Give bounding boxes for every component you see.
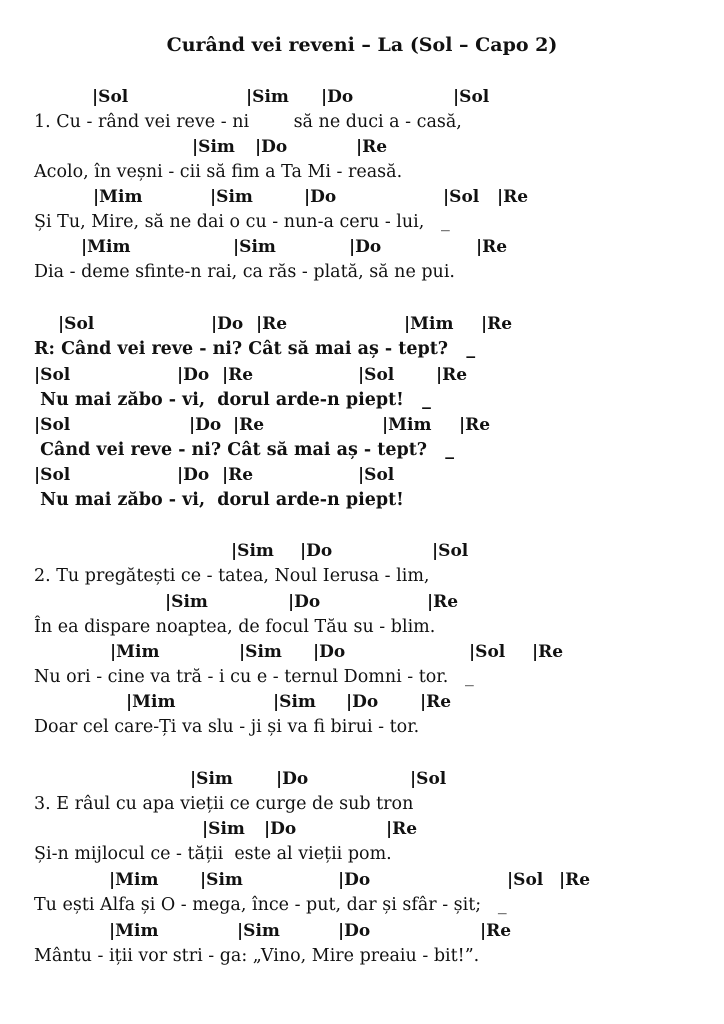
lyric-line: 1. Cu - rând vei reve - ni să ne duci a - casă,	[34, 112, 462, 132]
chord: |Re	[532, 642, 564, 662]
chord: |Do	[321, 87, 354, 107]
chord: |Do	[338, 921, 371, 941]
chord: |Mim	[110, 642, 160, 662]
chord: |Sol	[453, 87, 490, 107]
refrain-line: R: Când vei reve - ni? Cât să mai aș - tept? _	[34, 339, 476, 359]
chord: |Re	[256, 314, 288, 334]
chord: |Sol	[432, 541, 469, 561]
chord: |Mim	[382, 415, 432, 435]
chord: |Do	[349, 237, 382, 257]
chord: |Re	[459, 415, 491, 435]
lyric-line: Și-n mijlocul ce - tății este al vieții pom.	[34, 844, 392, 864]
chord: |Sol	[92, 87, 129, 107]
chord: |Do	[264, 819, 297, 839]
chord: |Mim	[109, 870, 159, 890]
chord: |Sol	[410, 769, 447, 789]
chord: |Re	[436, 365, 468, 385]
chord: |Sol	[443, 187, 480, 207]
chord: |Mim	[404, 314, 454, 334]
chord: |Do	[346, 692, 379, 712]
chord: |Sol	[34, 365, 71, 385]
chord: |Sol	[34, 465, 71, 485]
lyric-line: 3. E râul cu apa vieții ce curge de sub tron	[34, 794, 414, 814]
chord: |Do	[177, 365, 210, 385]
chord: |Sol	[507, 870, 544, 890]
chord: |Do	[255, 137, 288, 157]
chord: |Re	[356, 137, 388, 157]
refrain-line: Când vei reve - ni? Cât să mai aș - tept? _	[34, 440, 455, 460]
chord: |Sim	[165, 592, 208, 612]
lyric-line: Tu ești Alfa și O - mega, înce - put, dar și sfâr - șit; _	[34, 895, 507, 915]
chord: |Re	[481, 314, 513, 334]
chord: |Sol	[358, 465, 395, 485]
chord: |Do	[189, 415, 222, 435]
chord: |Mim	[126, 692, 176, 712]
chord: |Sim	[239, 642, 282, 662]
chord: |Do	[276, 769, 309, 789]
chord: |Re	[427, 592, 459, 612]
chord: |Re	[497, 187, 529, 207]
chord: |Sim	[192, 137, 235, 157]
lyric-line: Și Tu, Mire, să ne dai o cu - nun-a ceru - lui, _	[34, 212, 450, 232]
chord: |Mim	[93, 187, 143, 207]
chord: |Do	[177, 465, 210, 485]
chord: |Re	[386, 819, 418, 839]
chord: |Sim	[190, 769, 233, 789]
chord: |Mim	[81, 237, 131, 257]
chord: |Do	[304, 187, 337, 207]
chord: |Sim	[246, 87, 289, 107]
chord: |Re	[233, 415, 265, 435]
lyric-line: Mântu - iții vor stri - ga: „Vino, Mire preaiu - bit!”.	[34, 946, 480, 966]
lyric-line: Doar cel care-Ți va slu - ji și va fi birui - tor.	[34, 717, 420, 737]
refrain-line: Nu mai zăbo - vi, dorul arde-n piept! _	[34, 390, 431, 410]
chord: |Re	[222, 465, 254, 485]
chord: |Mim	[109, 921, 159, 941]
chord: |Sim	[231, 541, 274, 561]
lyric-line: În ea dispare noaptea, de focul Tău su - blim.	[34, 617, 436, 637]
chord: |Sim	[210, 187, 253, 207]
chord: |Sol	[469, 642, 506, 662]
chord: |Sol	[58, 314, 95, 334]
chord: |Re	[559, 870, 591, 890]
chord: |Sol	[34, 415, 71, 435]
chord: |Re	[480, 921, 512, 941]
chord: |Do	[288, 592, 321, 612]
chord: |Sol	[358, 365, 395, 385]
chord: |Do	[313, 642, 346, 662]
chord: |Re	[420, 692, 452, 712]
chord: |Re	[476, 237, 508, 257]
chord: |Do	[338, 870, 371, 890]
chord: |Sim	[202, 819, 245, 839]
chord: |Sim	[237, 921, 280, 941]
chord: |Sim	[233, 237, 276, 257]
chord: |Re	[222, 365, 254, 385]
lyric-line: Nu ori - cine va tră - i cu e - ternul Domni - tor. _	[34, 667, 474, 687]
chord: |Do	[300, 541, 333, 561]
refrain-line: Nu mai zăbo - vi, dorul arde-n piept!	[34, 490, 404, 510]
song-title: Curând vei reveni – La (Sol – Capo 2)	[166, 34, 558, 56]
lyric-line: Acolo, în veșni - cii să fim a Ta Mi - reasă.	[34, 162, 403, 182]
chord: |Sim	[273, 692, 316, 712]
lyric-line: Dia - deme sfinte-n rai, ca răs - plată, să ne pui.	[34, 262, 455, 282]
chord: |Sim	[200, 870, 243, 890]
lyric-line: 2. Tu pregătești ce - tatea, Noul Ierusa - lim,	[34, 566, 430, 586]
chord: |Do	[211, 314, 244, 334]
